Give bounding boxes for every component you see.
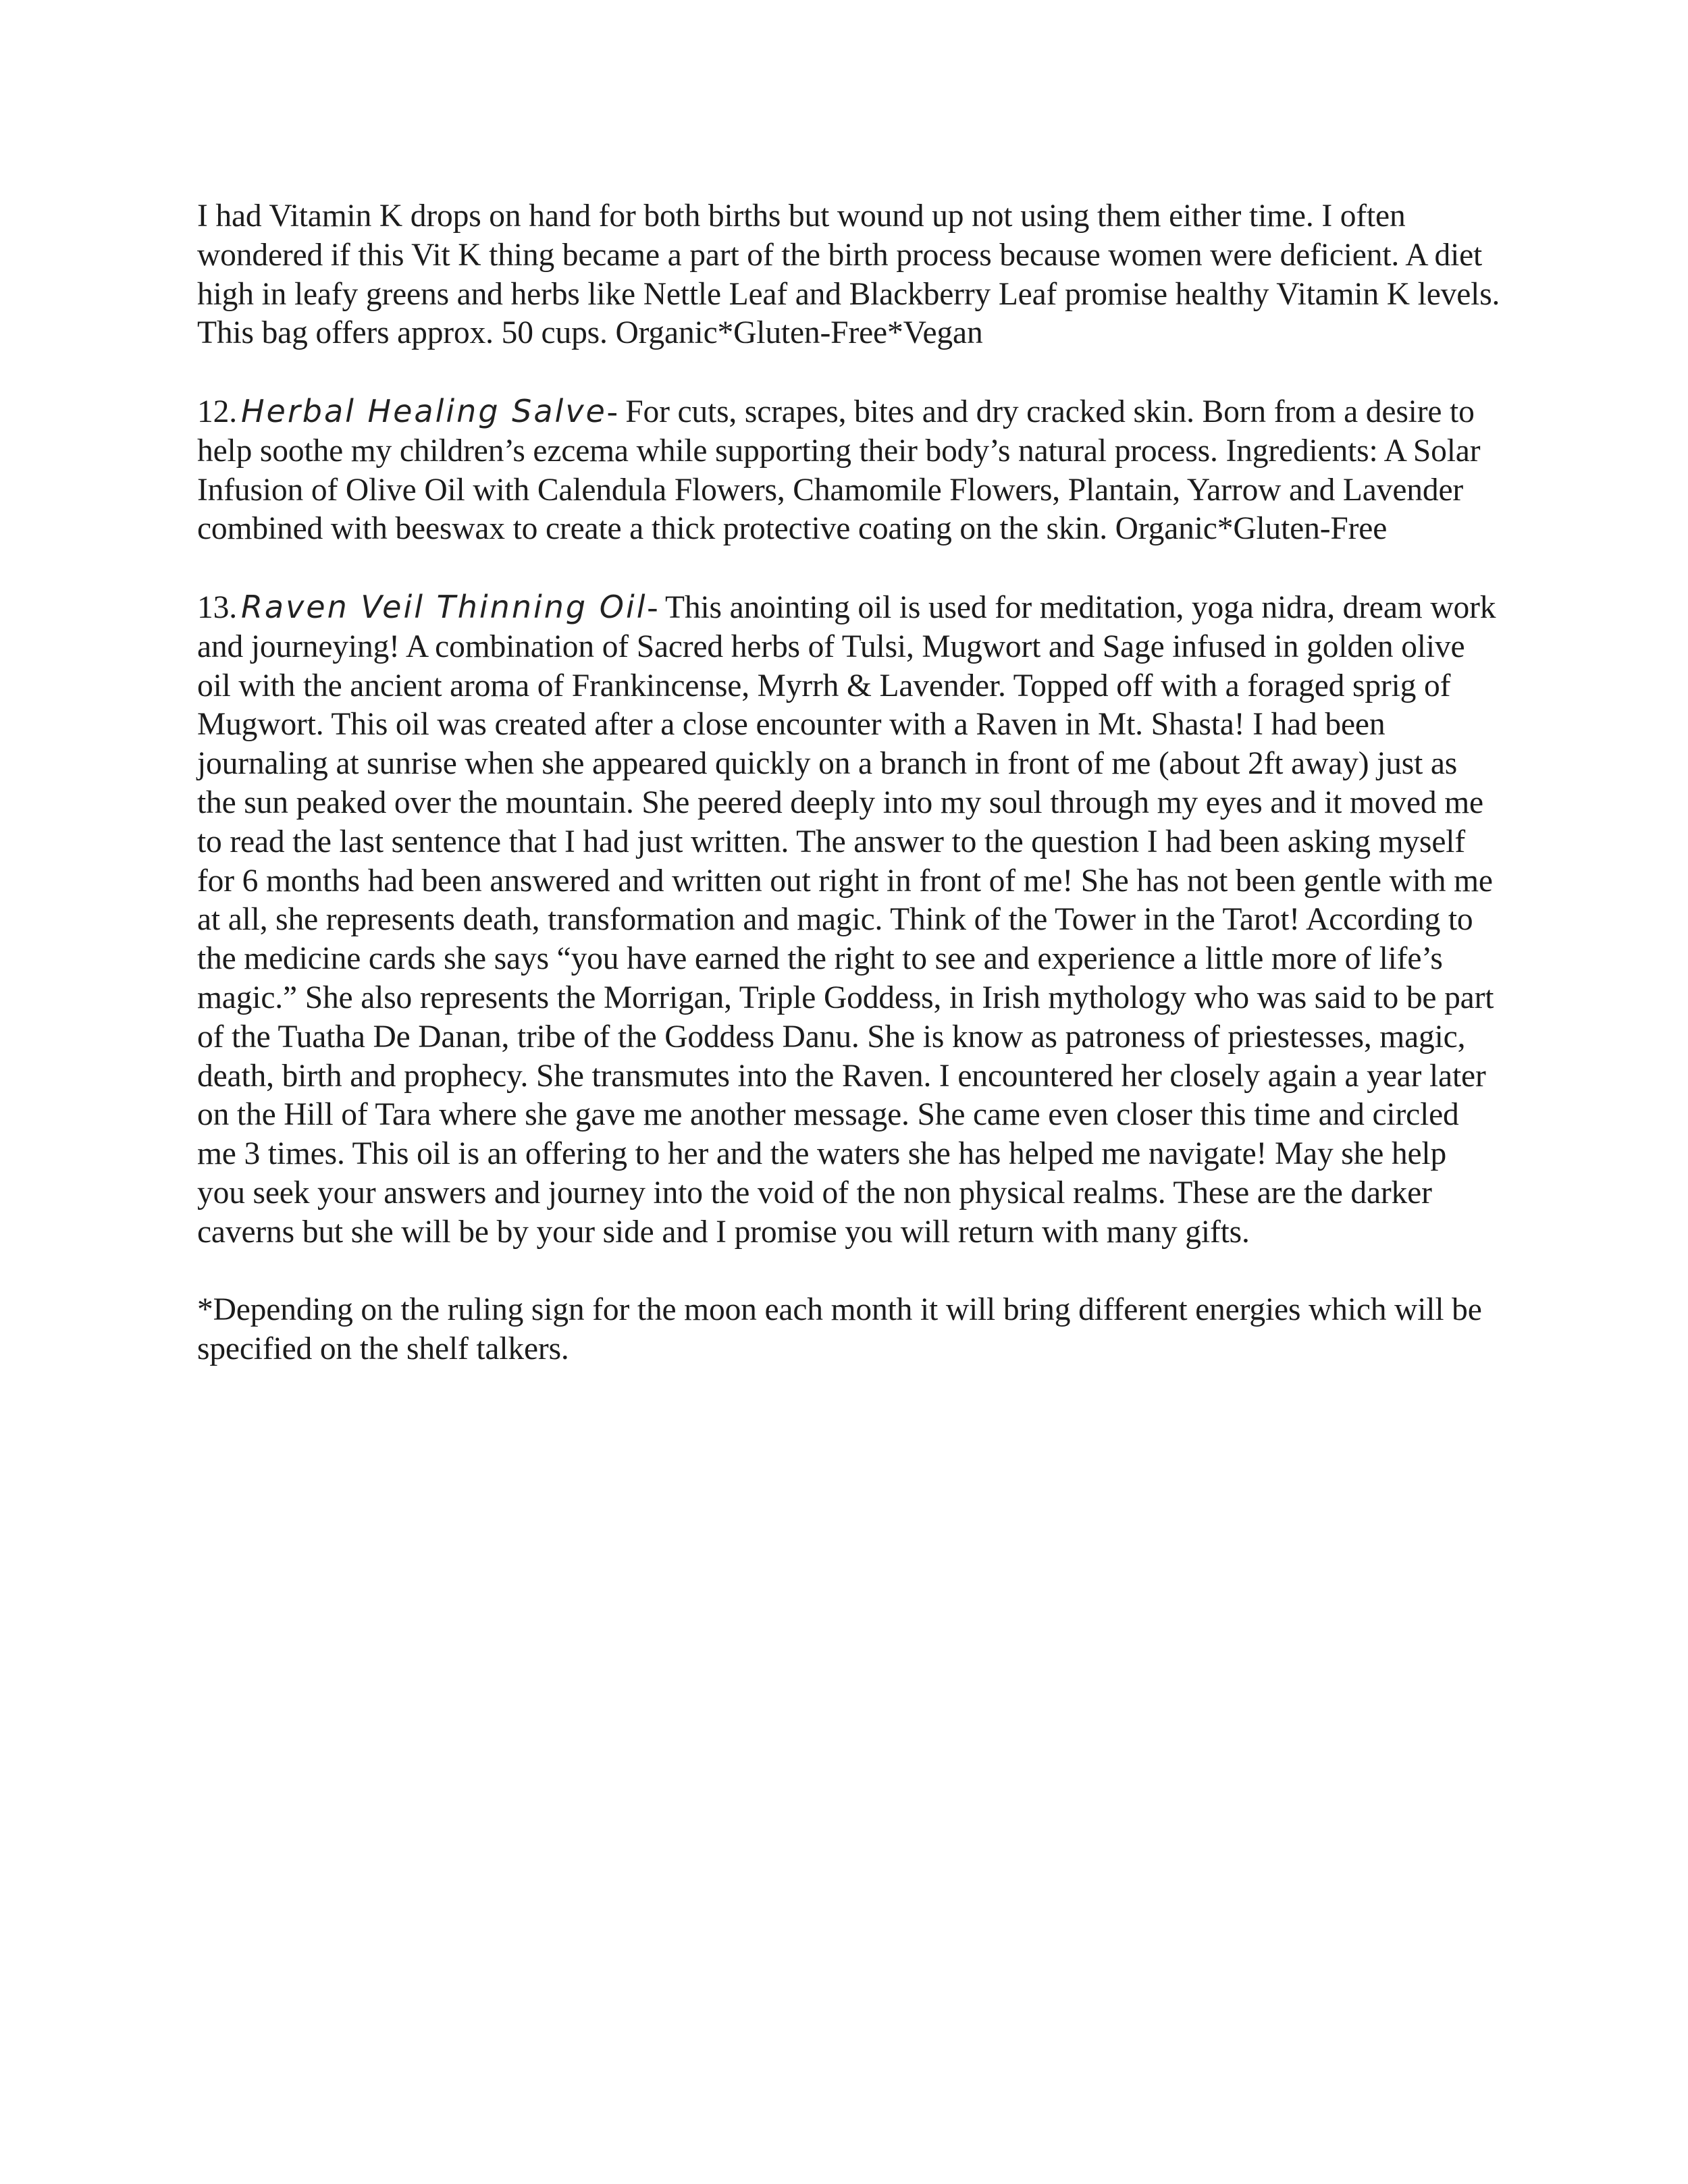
footnote-paragraph bbox=[197, 1291, 1500, 1369]
item-13-title: Raven Veil Thinning Oil bbox=[240, 588, 648, 625]
item-12-body: - For cuts, scrapes, bites and dry cracked skin. Born from a desire to help soothe my children’s ezcema while supporting their body’s natural process. Ingredients: A Solar Infusion of Olive Oil with Calendula Flowers, Chamomile Flowers, Plantain, Yarrow and Lavender combined with beeswax to create a thick protective coating on the skin. Organic*Gluten-Free bbox=[197, 394, 1481, 547]
item-12-title: Herbal Healing Salve bbox=[240, 392, 607, 429]
intro-text: I had Vitamin K drops on hand for both births but wound up not using them either time. I often wondered if this Vit K thing became a part of the birth process because women were deficient. A diet high in leafy greens and herbs like Nettle Leaf and Blackberry Leaf promise healthy Vitamin K levels. This bag offers approx. 50 cups. Organic*Gluten-Free*Vegan bbox=[197, 198, 1500, 351]
footnote-text: *Depending on the ruling sign for the moon each month it will bring different energies which will be specified on the shelf talkers. bbox=[197, 1292, 1482, 1367]
document-body bbox=[197, 197, 1500, 1408]
item-12-paragraph bbox=[197, 392, 1500, 549]
item-13-number: 13. bbox=[197, 589, 237, 625]
item-12-number: 12. bbox=[197, 394, 237, 429]
item-13-paragraph bbox=[197, 588, 1500, 1252]
item-13-body: - This anointing oil is used for meditation, yoga nidra, dream work and journeying! A combination of Sacred herbs of Tulsi, Mugwort and Sage infused in golden olive oil with the ancient aroma of Frankincense, Myrrh & Lavender. Topped off with a foraged sprig of Mugwort. This oil was created after a close encounter with a Raven in Mt. Shasta! I had been journaling at sunrise when she appeared quickly on a branch in front of me (about 2ft away) just as the sun peaked over the mountain. She peered deeply into my soul through my eyes and it moved me to read the last sentence that I had just written. The answer to the question I had been asking myself for 6 months had been answered and written out right in front of me! She has not been gentle with me at all, she represents death, transformation and magic. Think of the Tower in the Tarot! According to the medicine cards she says “you have earned the right to see and experience a little more of life’s magic.” She also represents the Morrigan, Triple Goddess, in Irish mythology who was said to be part of the Tuatha De Danan, tribe of the Goddess Danu. She is know as patroness of priestesses, magic, death, birth and prophecy. She transmutes into the Raven. I encountered her closely again a year later on the Hill of Tara where she gave me another message. She came even closer this time and circled me 3 times. This oil is an offering to her and the waters she has helped me navigate! May she help you seek your answers and journey into the void of the non physical realms. These are the darker caverns but she will be by your side and I promise you will return with many gifts. bbox=[197, 589, 1496, 1250]
intro-paragraph bbox=[197, 197, 1500, 353]
